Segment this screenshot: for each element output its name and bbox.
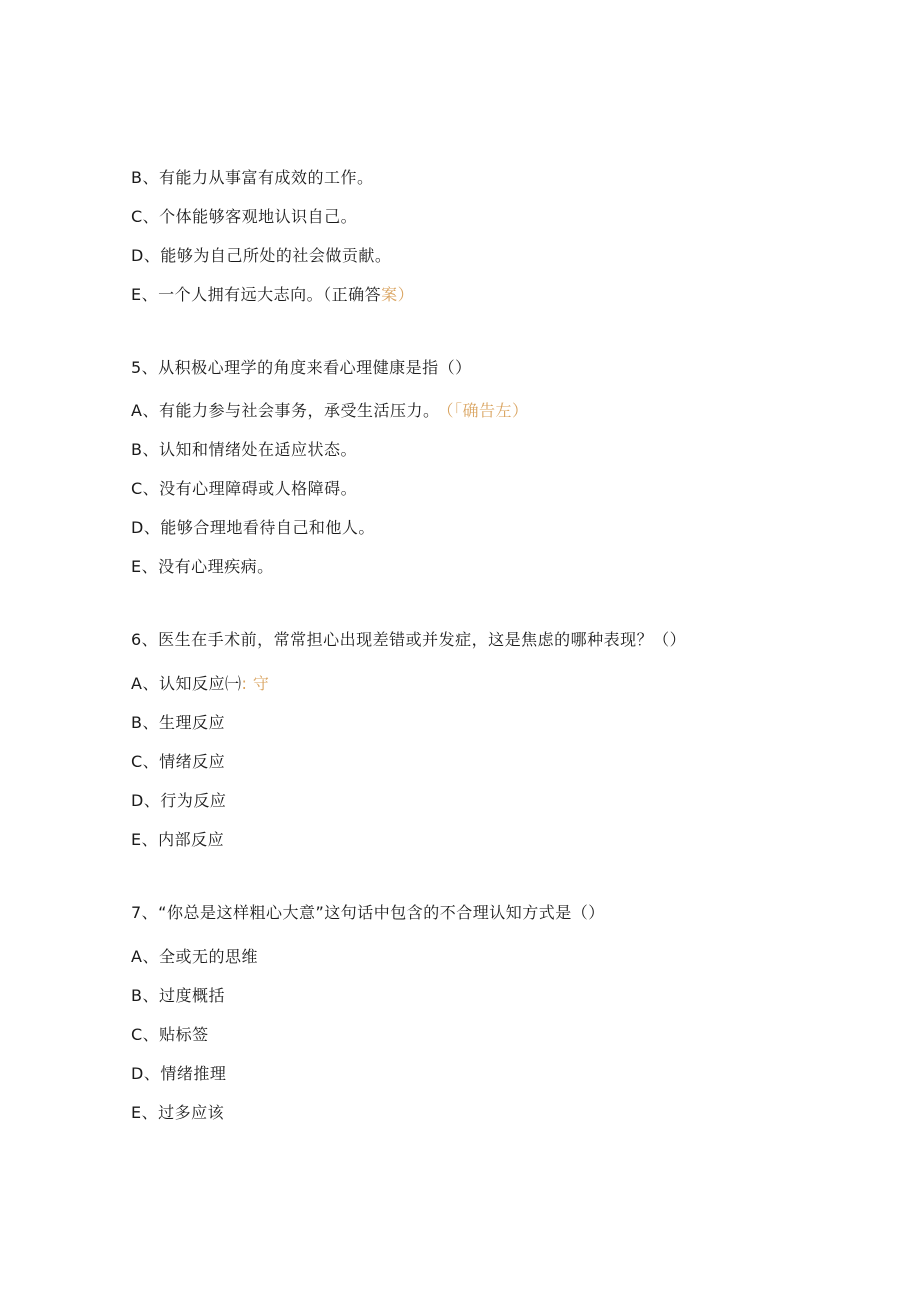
option-text: B、认知和情绪处在适应状态。 [131,440,357,459]
option-7b [131,986,225,1006]
answer-mark: : 守 [241,674,270,693]
option-7a [131,947,258,967]
option-6d [131,791,226,811]
question-5: 5、从积极心理学的角度来看心理健康是指（） [131,358,472,377]
option-text: D、情绪推理 [131,1064,227,1083]
option-5a [131,401,528,421]
option-text: A、全或无的思维 [131,947,258,966]
option-text: E、一个人拥有远大志向。（正确答 [131,285,382,304]
option-text: E、没有心理疾病。 [131,557,274,576]
option-5e [131,557,274,577]
option-text: B、过度概括 [131,986,225,1005]
option-text: C、个体能够客观地认识自己。 [131,207,358,226]
option-7e [131,1103,224,1123]
option-6e [131,830,224,850]
option-6c [131,752,225,772]
option-5d [131,518,375,538]
option-text: C、贴标签 [131,1025,209,1044]
option-text: B、生理反应 [131,713,225,732]
option-4b [131,168,373,188]
option-7d [131,1064,226,1084]
option-text: D、能够为自己所处的社会做贡献。 [131,246,392,265]
answer-mark: 案） [381,285,415,304]
option-4d [131,246,391,266]
question-6: 6、医生在手术前，常常担心出现差错或并发症，这是焦虑的哪种表现？（） [131,630,687,649]
option-6b [131,713,225,733]
option-text: A、有能力参与社会事务，承受生活压力。 [131,401,440,420]
option-text: D、能够合理地看待自己和他人。 [131,518,375,537]
option-text: C、没有心理障碍或人格障碍。 [131,479,358,498]
option-5b [131,440,357,460]
option-6a [131,674,269,694]
option-4e [131,285,414,305]
option-text: A、认知反应㈠ [131,674,242,693]
option-4c [131,207,357,227]
option-text: E、过多应该 [131,1103,225,1122]
option-text: C、情绪反应 [131,752,226,771]
question-7: 7、“你总是这样粗心大意”这句话中包含的不合理认知方式是（） [131,903,605,922]
option-text: E、内部反应 [131,830,225,849]
answer-mark: （「确告左） [445,401,529,420]
option-text: B、有能力从事富有成效的工作。 [131,168,374,187]
option-text: D、行为反应 [131,791,227,810]
option-5c [131,479,357,499]
option-7c [131,1025,209,1045]
